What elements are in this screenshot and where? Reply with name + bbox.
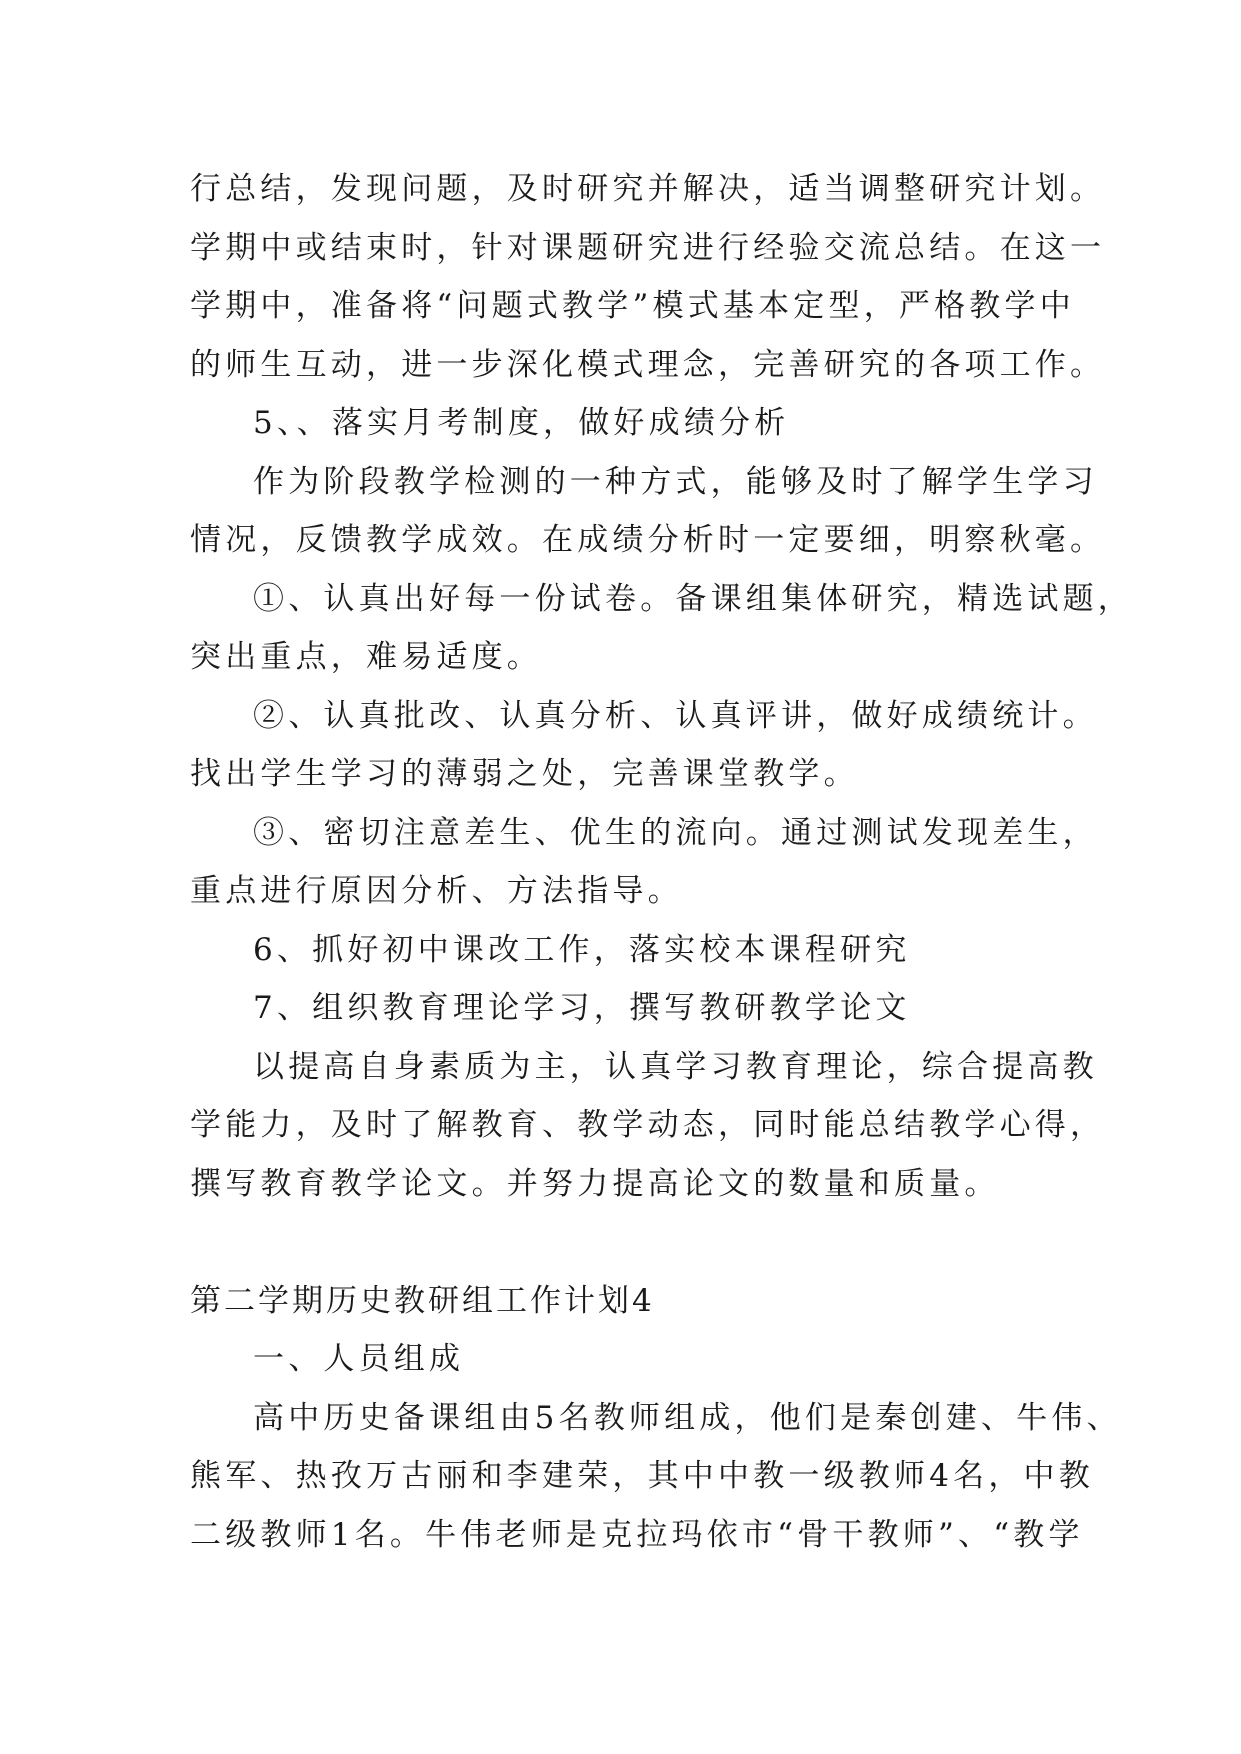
paragraph-line: 二级教师1名。牛伟老师是克拉玛依市“骨干教师”、“教学 (190, 1516, 1084, 1553)
subheading-line: 7、组织教育理论学习，撰写教研教学论文 (253, 990, 911, 1026)
paragraph-line: 作为阶段教学检测的一种方式，能够及时了解学生学习 (253, 463, 1098, 500)
list-item-line: ②、认真批改、认真分析、认真评讲，做好成绩统计。 (253, 697, 1098, 734)
paragraph-line: 情况，反馈教学成效。在成绩分析时一定要细，明察秋毫。 (190, 522, 1106, 558)
paragraph-line: 撰写教育教学论文。并努力提高论文的数量和质量。 (190, 1165, 1000, 1202)
section-spacer (190, 1213, 1070, 1272)
subheading-line: 5、、落实月考制度，做好成绩分析 (253, 405, 790, 441)
list-item-line: ①、认真出好每一份试卷。备课组集体研究，精选试题， (253, 580, 1133, 617)
list-item-line: 突出重点，难易适度。 (190, 639, 542, 675)
paragraph-line: 高中历史备课组由5名教师组成，他们是秦创建、牛伟、 (253, 1399, 1122, 1436)
subheading-line: 一、人员组成 (253, 1341, 465, 1377)
paragraph-line: 的师生互动，进一步深化模式理念，完善研究的各项工作。 (190, 346, 1106, 383)
subheading-line: 6、抓好初中课改工作，落实校本课程研究 (253, 931, 911, 968)
paragraph-line: 学期中或结束时，针对课题研究进行经验交流总结。在这一 (190, 229, 1106, 266)
list-item-line: 找出学生学习的薄弱之处，完善课堂教学。 (190, 756, 859, 792)
paragraph-line: 学能力，及时了解教育、教学动态，同时能总结教学心得， (190, 1107, 1106, 1143)
paragraph-line: 以提高自身素质为主，认真学习教育理论，综合提高教 (253, 1048, 1098, 1085)
list-item-line: ③、密切注意差生、优生的流向。通过测试发现差生， (253, 814, 1098, 851)
paragraph-line: 熊军、热孜万古丽和李建荣，其中中教一级教师4名，中教 (190, 1458, 1094, 1494)
section-title: 第二学期历史教研组工作计划4 (190, 1282, 655, 1319)
list-item-line: 重点进行原因分析、方法指导。 (190, 873, 683, 909)
document-page (190, 160, 1133, 1564)
paragraph-line: 行总结，发现问题，及时研究并解决，适当调整研究计划。 (190, 171, 1106, 207)
paragraph-line: 学期中，准备将“问题式教学”模式基本定型，严格教学中 (190, 288, 1075, 324)
